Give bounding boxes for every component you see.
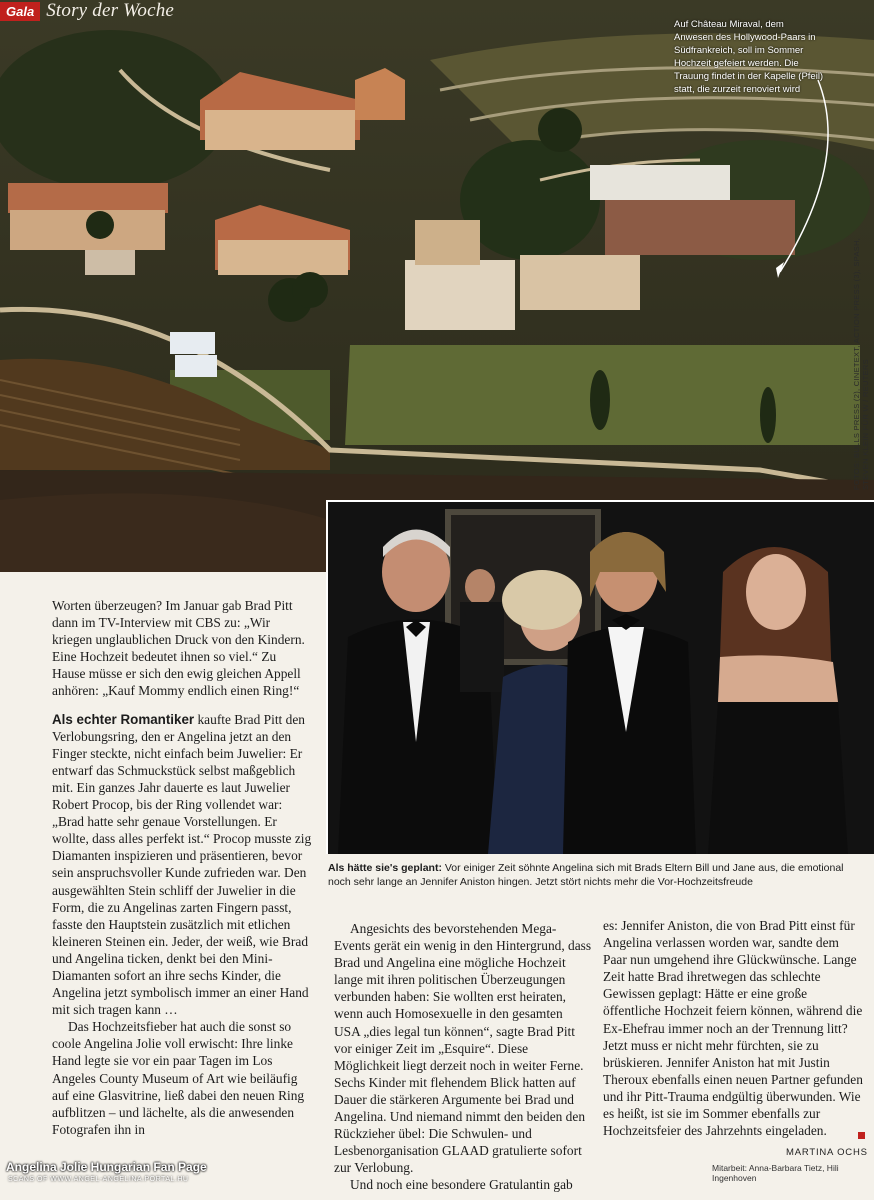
article-column-3	[603, 917, 865, 1139]
paragraph-text: kaufte Brad Pitt den Verlobungsring, den er Angelina jetzt an den Finger steckte, nicht einfach beim Juwelier: Er entwarf das Schmuckstück selbst maßgeblich mit. Ein ganzes Jahr dauerte es laut Juwelier Robert Procop, bis der Ring vollendet war: „Brad hatte sehr genaue Vorstellungen. Er wollte, dass alles perfekt ist.“ Procop musste zig Diamanten inspizieren und präsentieren, bevor sein anspruchsvoller Kunde zufrieden war. Den ausgewählten Stein schliff der Juwelier in die Form, die zu Angelinas zarten Fingern passt, fasste den Hauptstein zusätzlich mit etlichen kleineren Steinen ein. Jeder, der weiß, wie Brad und Angelina ticken, denkt bei den Mini-Diamanten sofort an ihre sechs Kinder, die Angelina jetzt symbolisch immer an einer Hand mit sich tragen kann …	[52, 711, 312, 1018]
paragraph: es: Jennifer Aniston, die von Brad Pitt einst für Angelina verlassen worden war, sandte dem Paar nun umgehend ihre Glückwünsche. Lange Zeit hatte Brad ihretwegen das schlechte Gewissen geplagt: Hätte er eine große öffentliche Hochzeit feiern können, während die Ex-Ehefrau immer noch an der Trennung litt? Jetzt muss er nicht mehr fürchten, sie zu brüskieren. Jennifer Aniston hat mit Justin Theroux ebenfalls einen neuen Partner gefunden und ihr Pitt-Trauma endgültig überwunden. Wie es heißt, ist sie im Sommer ebenfalls zur Hochzeitsfeier des Jahrzehnts eingeladen.	[603, 918, 863, 1139]
magazine-header	[0, 0, 174, 22]
paragraph: Und noch eine besondere Gratulantin gab	[350, 1177, 573, 1193]
watermark-title: Angelina Jolie Hungarian Fan Page	[6, 1160, 207, 1174]
paragraph-lead: Als echter Romantiker	[52, 711, 195, 727]
photo-caption-lead: Als hätte sie's geplant:	[328, 862, 442, 874]
watermark-subtitle: SCANS OF WWW.ANGEL-ANGELINA.PORTAL.HU	[8, 1176, 189, 1183]
article-column-2	[334, 920, 592, 1194]
photo-caption-text: Vor einiger Zeit söhnte Angelina sich mit Brads Eltern Bill und Jane aus, die emotional noch sehr lange an Jennifer Aniston hingen. Jetzt stört nichts mehr die Vor-Hochzeitsfreude	[328, 862, 844, 888]
section-title: Story der Woche	[46, 0, 175, 21]
article-column-1	[52, 597, 312, 1138]
aerial-caption: Auf Château Miraval, dem Anwesen des Hollywood-Paars in Südfrankreich, soll im Sommer Hochzeit gefeiert werden. Die Trauung findet in der Kapelle (Pfeil) statt, die zurzeit renoviert wird	[674, 19, 824, 95]
end-mark	[858, 1132, 865, 1139]
paragraph: Angesichts des bevorstehenden Mega-Events gerät ein wenig in den Hintergrund, dass Brad und Angelina eine mögliche Hochzeit lange mit ihren politischen Überzeugungen verbunden haben: Sie wollten erst heiraten, wenn auch Homosexuelle in den gesamten USA „dies legal tun können“, sagte Brad Pitt vor einiger Zeit im „Esquire“. Diese Möglichkeit liegt derzeit noch in weiter Ferne. Sechs Kinder mit flehendem Blick hatten auf Dauer die stärkeren Argumente bei Brad und Angelina. Und niemand nimmt den beiden den Rückzieher übel: Die Schwulen- und Lesbenorganisation GLAAD gratulierte sofort zur Verlobung.	[334, 921, 592, 1176]
magazine-logo: Gala	[0, 2, 40, 21]
photo-credit: FOTOS: BULLS PRESS (2), CINETEXT, ACTION PRESS (3), SPASH, STEVEN KLEIN FÜR W / REUTERS	[852, 237, 870, 490]
paragraph: Das Hochzeitsfieber hat auch die sonst so coole Angelina Jolie voll erwischt: Ihre linke Hand legte sie vor ein paar Tagen im Los Angeles County Museum of Art wie beiläufig auf eine Glasvitrine, ließ dabei den neuen Ring aufblitzen – und lächelte, als die anwesenden Fotografen ihn in	[52, 1019, 305, 1137]
paragraph	[52, 711, 312, 1019]
photo-caption	[328, 861, 868, 889]
group-photo	[326, 500, 874, 854]
contributors: Mitarbeit: Anna-Barbara Tietz, Hili Ingenhoven	[712, 1163, 839, 1183]
group-photo-illustration	[328, 502, 874, 854]
author-byline: MARTINA OCHS	[786, 1147, 868, 1158]
paragraph: Worten überzeugen? Im Januar gab Brad Pitt dann im TV-Interview mit CBS zu: „Wir kriegen unglaublichen Druck von den Kindern. Eine Hochzeit bedeutet ihnen so viel.“ Zu Hause müsse er sich den ewig gleichen Appell anhören: „Kauf Mommy endlich einen Ring!“	[52, 598, 305, 699]
